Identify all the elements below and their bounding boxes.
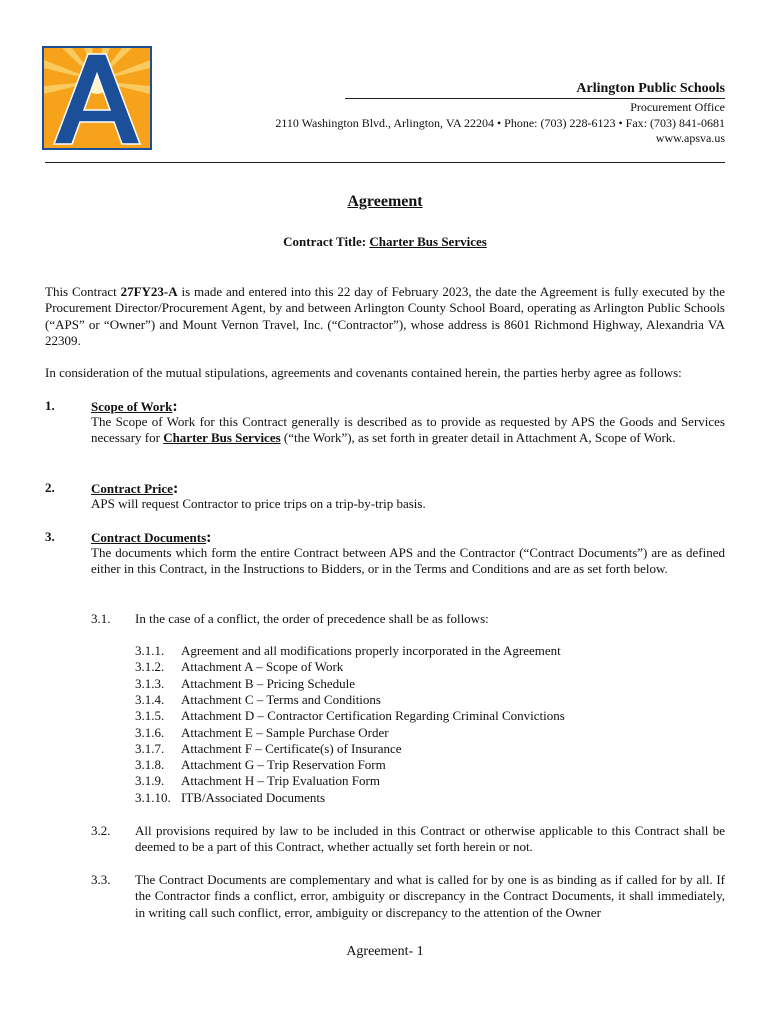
section-1-heading-text: Scope of Work — [91, 399, 173, 414]
list-item — [135, 757, 386, 773]
section-1-body — [91, 414, 725, 447]
section-1-text-b: (“the Work”), as set forth in greater detail in Attachment A, Scope of Work. — [280, 430, 676, 446]
organization-name: Arlington Public Schools — [576, 81, 725, 96]
section-3-1-text: In the case of a conflict, the order of precedence shall be as follows: — [135, 611, 489, 626]
list-item-number: 3.1.9. — [135, 773, 165, 789]
section-3-3-number: 3.3. — [91, 872, 111, 887]
list-item — [135, 773, 380, 789]
list-item-text: Attachment G – Trip Reservation Form — [181, 757, 386, 773]
list-item-text: ITB/Associated Documents — [181, 789, 326, 805]
list-item-number: 3.1.2. — [135, 659, 165, 675]
contract-title-value: Charter Bus Services — [369, 234, 487, 249]
section-3-2-number: 3.2. — [91, 823, 111, 838]
contract-title-label: Contract Title: — [283, 234, 367, 249]
contract-title — [0, 234, 770, 250]
list-item-number: 3.1.6. — [135, 724, 165, 740]
section-3-body: The documents which form the entire Contract between APS and the Contractor (“Contract Documents”) are as defined either in this Contract, in the Instructions to Bidders, or in the Terms and Conditions and are as set forth below. — [91, 545, 725, 577]
section-2-heading: Contract Price: — [91, 480, 179, 497]
header-rule — [345, 98, 725, 99]
section-3-heading: Contract Documents: — [91, 529, 212, 546]
consideration-paragraph: In consideration of the mutual stipulations, agreements and covenants contained herein, the parties herby agree as follows: — [45, 365, 682, 380]
office-name: Procurement Office — [630, 100, 725, 114]
list-item-text: Attachment B – Pricing Schedule — [181, 675, 356, 691]
list-item-text: Attachment E – Sample Purchase Order — [181, 724, 389, 740]
section-1-heading: Scope of Work: — [91, 398, 178, 415]
list-item — [135, 708, 565, 724]
list-item-text: Attachment H – Trip Evaluation Form — [181, 773, 380, 789]
section-1-number: 1. — [45, 398, 55, 413]
list-item-number: 3.1.7. — [135, 740, 165, 756]
aps-logo — [42, 46, 152, 150]
section-1-bold-service: Charter Bus Services — [163, 430, 281, 446]
section-3-3-text: The Contract Documents are complementary and what is called for by one is as binding as if called for by all. If the Contractor finds a conflict, error, ambiguity or discrepancy in the Contract Documents, it shall immediately, in writing call such conflict, error, ambiguity or discrepancy to the attention of the Owner — [135, 872, 725, 920]
list-item — [135, 741, 402, 757]
list-item-text: Attachment A – Scope of Work — [181, 659, 344, 675]
list-item — [135, 790, 325, 806]
list-item-number: 3.1.3. — [135, 675, 165, 691]
list-item — [135, 725, 389, 741]
list-item-number: 3.1.10. — [135, 789, 171, 805]
list-item-number: 3.1.5. — [135, 708, 165, 724]
office-address: 2110 Washington Blvd., Arlington, VA 22204 • Phone: (703) 228-6123 • Fax: (703) 841-0681 — [275, 116, 725, 130]
list-item — [135, 692, 381, 708]
section-2-heading-text: Contract Price — [91, 481, 173, 496]
list-item-number: 3.1.4. — [135, 691, 165, 707]
document-title: Agreement — [347, 193, 423, 210]
intro-text-a: This Contract — [45, 284, 121, 299]
website-link[interactable]: www.apsva.us — [655, 131, 725, 145]
list-item-number: 3.1.8. — [135, 757, 165, 773]
list-item — [135, 659, 343, 675]
section-1-text-a: The Scope of Work for this Contract generally is described as to provide as requested by APS the Goods and Services necessary for — [91, 414, 725, 446]
list-item-text: Attachment D – Contractor Certification Regarding Criminal Convictions — [181, 708, 565, 724]
list-item-text: Attachment C – Terms and Conditions — [181, 691, 381, 707]
list-item-text: Attachment F – Certificate(s) of Insurance — [181, 740, 402, 756]
list-item-number: 3.1.1. — [135, 643, 165, 658]
list-item — [135, 643, 561, 659]
section-3-2-text: All provisions required by law to be included in this Contract or otherwise applicable to this Contract shall be deemed to be a part of this Contract, whether actually set forth herein or not. — [135, 823, 725, 855]
list-item-text: Agreement and all modifications properly incorporated in the Agreement — [181, 643, 561, 658]
section-3-1-number: 3.1. — [91, 611, 111, 626]
intro-text-b: is made and entered into this 22 day of February 2023, the date the Agreement is fully executed by the Procurement Director/Procurement Agent, by and between Arlington County School Board, operating as Arlington Public Schools (“APS” or “Owner”) and Mount Vernon Travel, Inc. (“Contractor”), whose address is 8601 Richmond Highway, Alexandria VA 22309. — [45, 284, 725, 348]
page-footer: Agreement- 1 — [346, 944, 424, 959]
section-3-number: 3. — [45, 529, 55, 544]
section-2-body: APS will request Contractor to price trips on a trip-by-trip basis. — [91, 496, 426, 511]
section-3-heading-text: Contract Documents — [91, 530, 207, 545]
section-2-number: 2. — [45, 480, 55, 495]
contract-number: 27FY23-A — [120, 284, 178, 299]
header-divider — [45, 162, 725, 163]
list-item — [135, 676, 355, 692]
intro-paragraph — [45, 284, 725, 349]
